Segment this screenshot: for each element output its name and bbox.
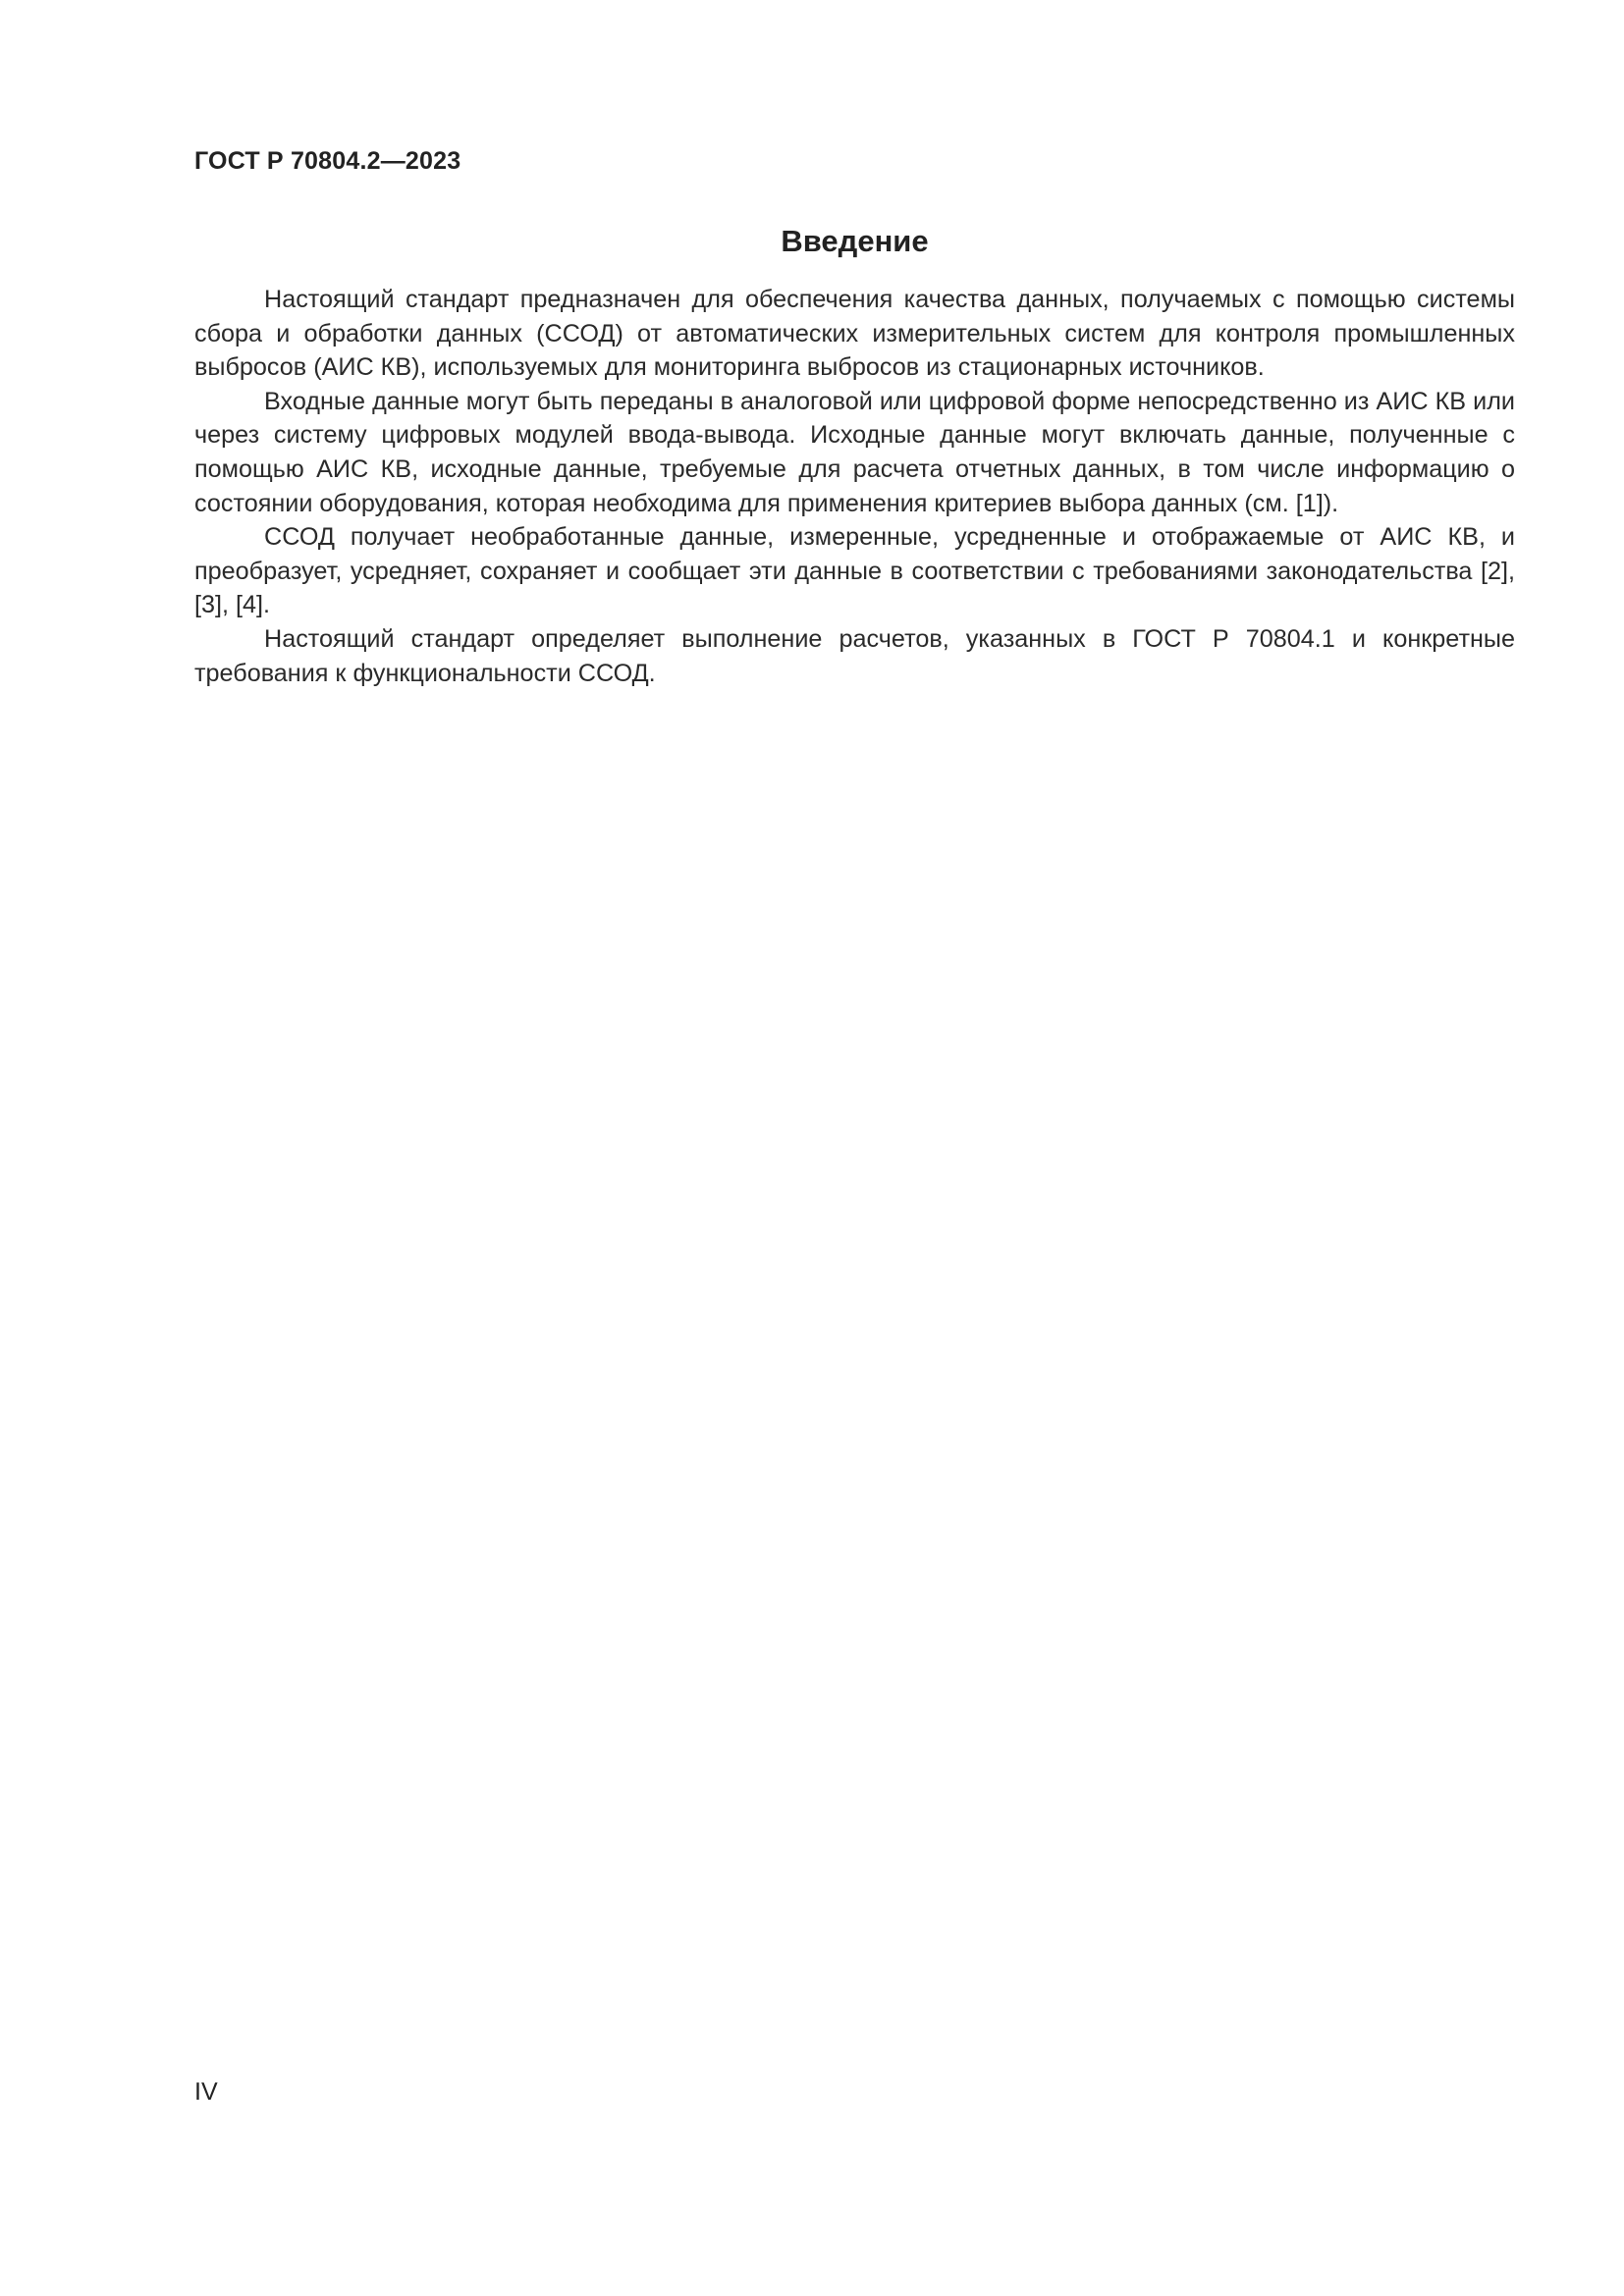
standard-designation: ГОСТ Р 70804.2—2023 xyxy=(194,147,461,175)
paragraph: Входные данные могут быть переданы в аналоговой или цифровой форме непосредственно из АИС КВ или через систему цифровых модулей ввода-вывода. Исходные данные могут включать данные, полученные с помощью АИС КВ, исходные данные, требуемые для расчета отчетных данных, в том числе информацию о состоянии оборудования, которая необходима для применения критериев выбора данных (см. [1]). xyxy=(194,387,1515,517)
paragraph: Настоящий стандарт предназначен для обеспечения качества данных, получаемых с помощью системы сбора и обработки данных (ССОД) от автоматических измерительных систем для контроля промышленных выбросов (АИС КВ), используемых для мониторинга выбросов из стационарных источников. xyxy=(194,286,1515,382)
page-number: IV xyxy=(194,2078,218,2106)
paragraph: Настоящий стандарт определяет выполнение расчетов, указанных в ГОСТ Р 70804.1 и конкретные требования к функциональности ССОД. xyxy=(194,624,1515,687)
introduction-body xyxy=(194,283,1515,690)
paragraph: ССОД получает необработанные данные, измеренные, усредненные и отображаемые от АИС КВ, и преобразует, усредняет, сохраняет и сообщает эти данные в соответствии с требованиями законодательства [2], [3], [4]. xyxy=(194,523,1515,619)
section-title: Введение xyxy=(781,224,929,258)
